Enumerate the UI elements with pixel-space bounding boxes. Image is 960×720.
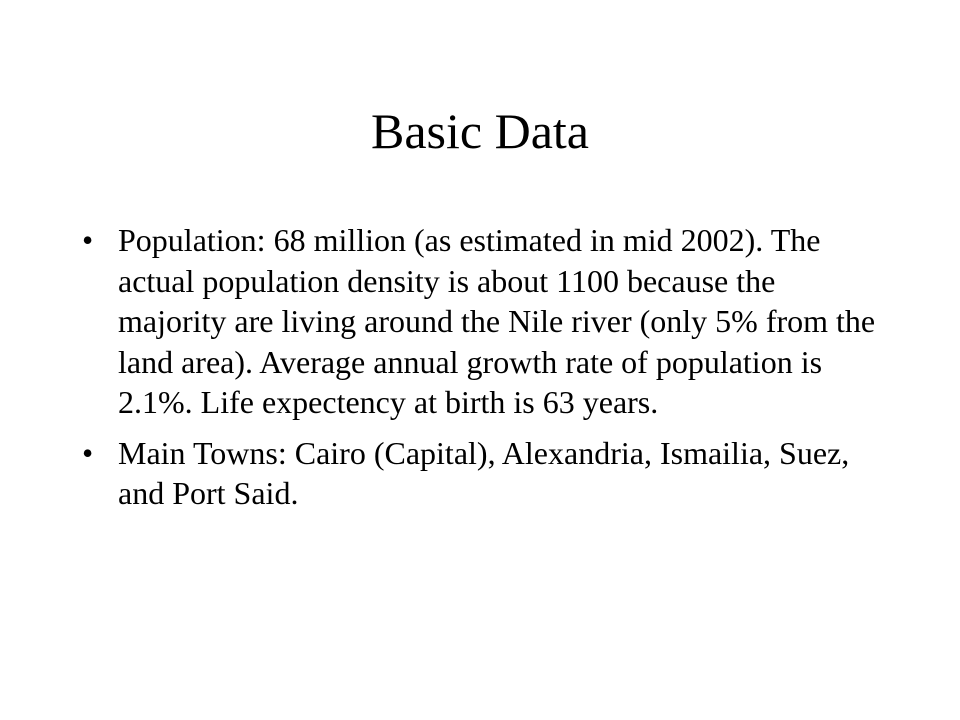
bullet-item-population: [82, 220, 882, 423]
bullet-dot-icon: •: [82, 434, 94, 471]
slide-title: Basic Data: [371, 103, 589, 159]
bullet-text-population: Population: 68 million (as estimated in mid 2002). The actual population density is about 1100 because the majority are living around the Nile river (only 5% from the land area). Average annual growth rate of population is 2.1%. Life expectency at birth is 63 years.: [118, 222, 876, 420]
bullet-item-main-towns: [82, 433, 882, 514]
bullet-text-main-towns: Main Towns: Cairo (Capital), Alexandria, Ismailia, Suez, and Port Said.: [118, 434, 850, 511]
bullet-list: [82, 220, 882, 524]
bullet-dot-icon: •: [82, 222, 94, 258]
